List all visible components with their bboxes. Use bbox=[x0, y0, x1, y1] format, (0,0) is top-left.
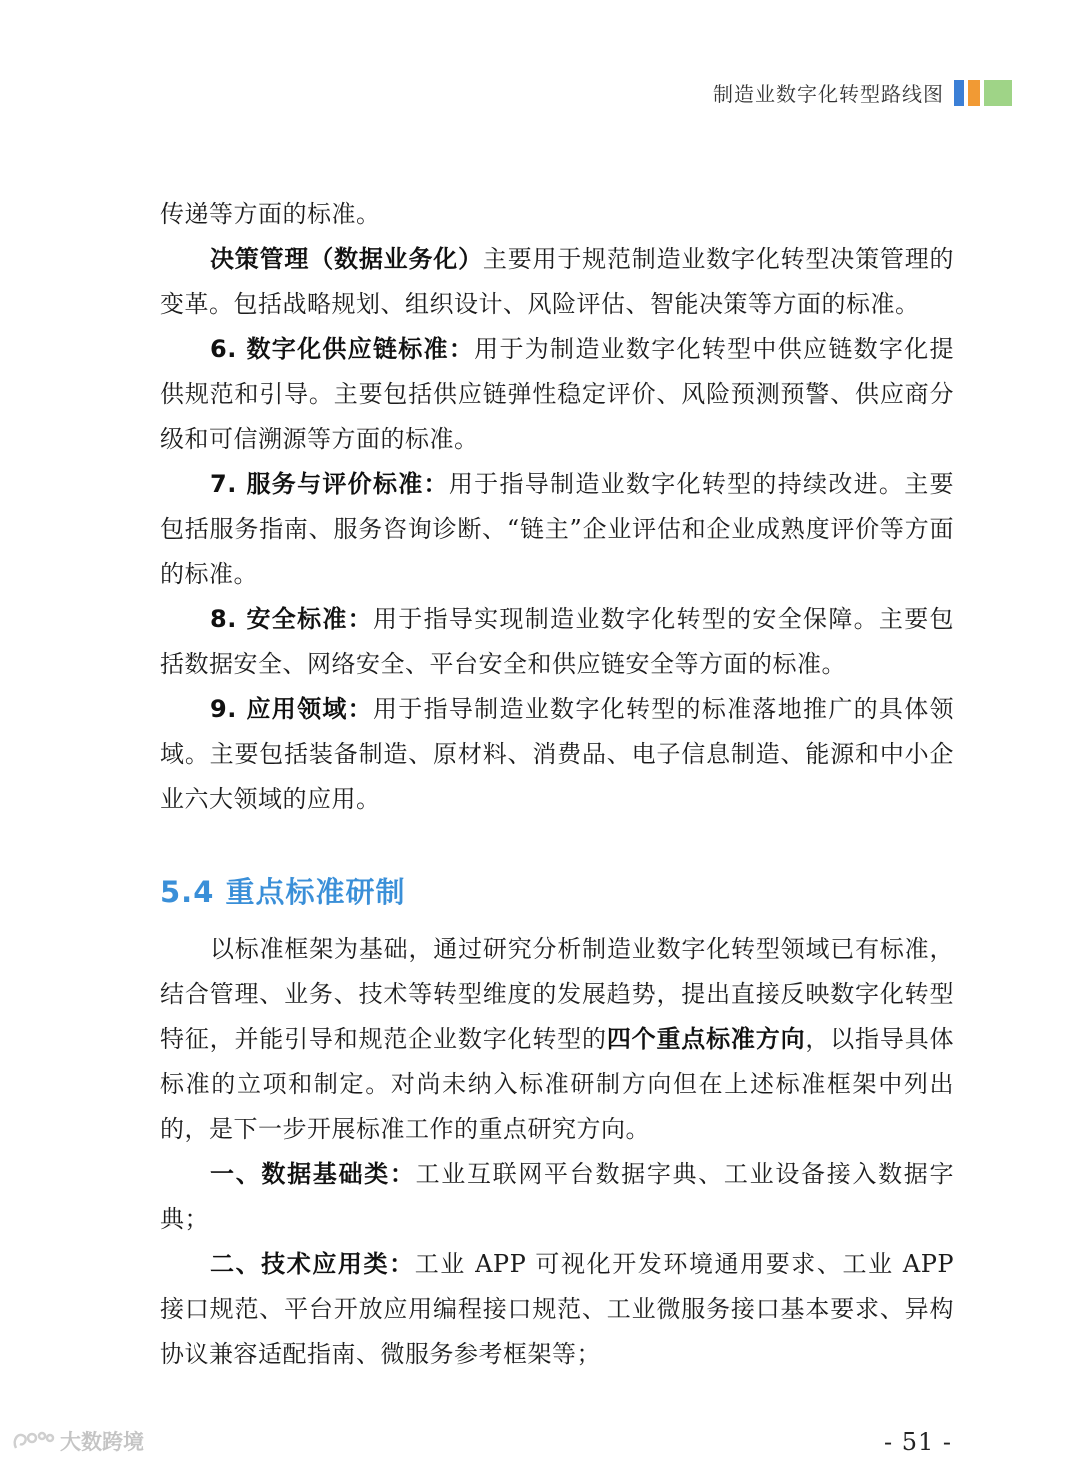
item-text: 工业互联网平台数据字典、工业设备接入数据字典； bbox=[160, 1160, 955, 1233]
paragraph-decision-management bbox=[160, 237, 954, 327]
paragraph-lead: 9. 应用领域： bbox=[210, 695, 373, 723]
paragraph-text: 传递等方面的标准。 bbox=[160, 200, 381, 228]
intro-bold: 四个重点标准方向 bbox=[606, 1025, 806, 1053]
body-text bbox=[160, 192, 954, 822]
header-green-block bbox=[984, 80, 1012, 106]
item-text: 工业 APP 可视化开发环境通用要求、工业 APP 接口规范、平台开放应用编程接口规范、工业微服务接口基本要求、异构协议兼容适配指南、微服务参考框架等； bbox=[160, 1250, 954, 1368]
item-data-foundation bbox=[160, 1152, 954, 1242]
watermark bbox=[10, 1426, 144, 1456]
paragraph-continuation bbox=[160, 192, 954, 237]
page-number: - 51 - bbox=[883, 1428, 952, 1456]
paragraph-text: 用于指导制造业数字化转型的持续改进。主要包括服务指南、服务咨询诊断、“链主”企业评估和企业成熟度评价等方面的标准。 bbox=[160, 470, 955, 588]
intro-text-a: 以标准框架为基础，通过研究分析制造业数字化转型领域已有标准，结合管理、业务、技术等转型维度的发展趋势，提出直接反映数字化转型特征，并能引导和规范企业数字化转型的 bbox=[160, 935, 954, 1053]
running-header bbox=[713, 78, 1012, 107]
paragraph-lead: 7. 服务与评价标准： bbox=[210, 470, 449, 498]
item-technology-application bbox=[160, 1242, 954, 1377]
paragraph-text: 用于指导制造业数字化转型的标准落地推广的具体领域。主要包括装备制造、原材料、消费品、电子信息制造、能源和中小企业六大领域的应用。 bbox=[160, 695, 955, 813]
paragraph-service-evaluation-standard bbox=[160, 462, 954, 597]
watermark-text: 大数跨境 bbox=[60, 1430, 144, 1454]
section-title: 5.4 重点标准研制 bbox=[160, 875, 406, 909]
intro-text-b: ，以指导具体标准的立项和制定。对尚未纳入标准研制方向但在上述标准框架中列出的，是下一步开展标准工作的重点研究方向。 bbox=[160, 1025, 955, 1143]
header-orange-block bbox=[968, 80, 980, 106]
header-title: 制造业数字化转型路线图 bbox=[713, 82, 944, 106]
paragraph-text: 用于为制造业数字化转型中供应链数字化提供规范和引导。主要包括供应链弹性稳定评价、风险预测预警、供应商分级和可信溯源等方面的标准。 bbox=[160, 335, 955, 453]
header-color-blocks bbox=[954, 80, 1012, 106]
paragraph-supply-chain-standard bbox=[160, 327, 954, 462]
paragraph-lead: 8. 安全标准： bbox=[210, 605, 373, 633]
watermark-logo-icon bbox=[10, 1428, 56, 1454]
item-lead: 一、数据基础类： bbox=[210, 1160, 416, 1188]
paragraph-security-standard bbox=[160, 597, 954, 687]
paragraph-lead: 决策管理（数据业务化） bbox=[210, 245, 483, 273]
paragraph-text: 主要用于规范制造业数字化转型决策管理的变革。包括战略规划、组织设计、风险评估、智能决策等方面的标准。 bbox=[160, 245, 955, 318]
header-blue-block bbox=[954, 80, 964, 106]
section-intro bbox=[160, 927, 954, 1152]
paragraph-lead: 6. 数字化供应链标准： bbox=[210, 335, 475, 363]
paragraph-application-domain bbox=[160, 687, 954, 822]
paragraph-text: 用于指导实现制造业数字化转型的安全保障。主要包括数据安全、网络安全、平台安全和供应链安全等方面的标准。 bbox=[160, 605, 955, 678]
section-body bbox=[160, 927, 954, 1377]
item-lead: 二、技术应用类： bbox=[210, 1250, 415, 1278]
